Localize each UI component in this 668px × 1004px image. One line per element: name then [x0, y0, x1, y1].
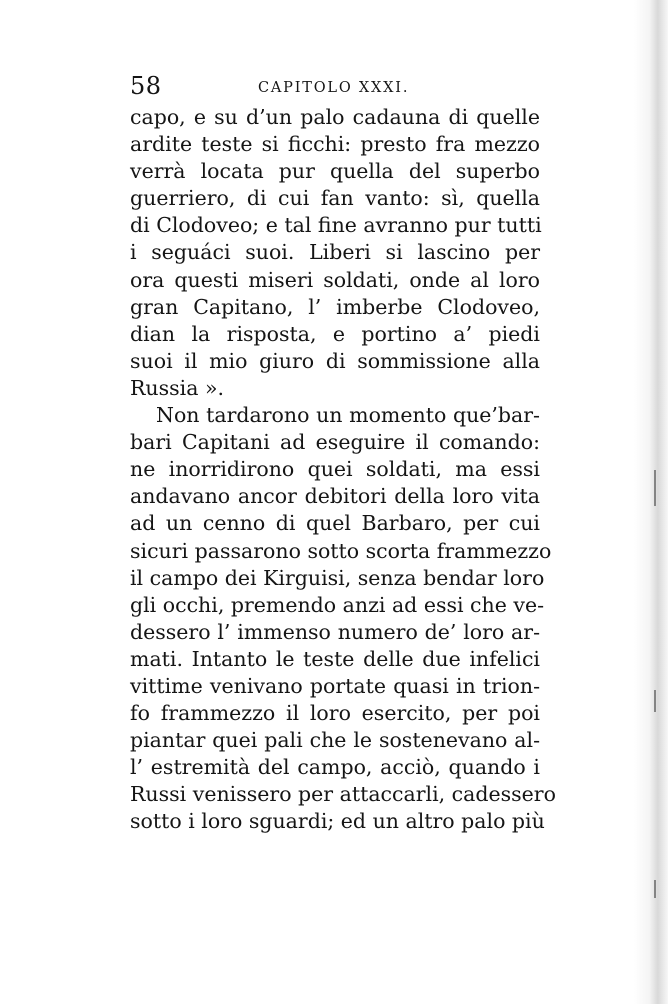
text-line: il campo dei Kirguisi, senza bendar loro	[130, 565, 545, 590]
page-number: 58	[130, 72, 162, 100]
page-header	[130, 70, 540, 100]
text-line: capo, e su d’un palo cadauna di quelle	[130, 105, 540, 129]
text-line: mati. Intanto le teste delle due infelici	[130, 646, 540, 671]
text-line: sicuri passarono sotto scorta frammezzo	[130, 538, 552, 563]
text-line: dian la risposta, e portino a’ piedi	[130, 321, 540, 346]
spine-mark	[654, 880, 656, 898]
spine-mark	[654, 470, 656, 506]
text-line: fo frammezzo il loro esercito, per poi	[130, 701, 540, 726]
text-line: l’ estremità del campo, acciò, quando i	[130, 755, 540, 780]
spine-mark	[654, 690, 656, 712]
page-spine-shadow	[634, 0, 668, 1004]
text-line: sotto i loro sguardi; ed un altro palo più	[130, 809, 545, 834]
text-line: gran Capitano, l’ imberbe Clodoveo,	[130, 294, 540, 319]
text-line: andavano ancor debitori della loro vita	[130, 484, 540, 509]
text-line: Russi venissero per attaccarli, cadessero	[130, 782, 556, 807]
text-line: guerriero, di cui fan vanto: sì, quella	[130, 186, 540, 211]
text-line: ne inorridirono quei soldati, ma essi	[130, 457, 540, 482]
text-line: verrà locata pur quella del superbo	[130, 159, 540, 184]
text-line: ad un cenno di quel Barbaro, per cui	[130, 511, 540, 536]
text-line: i seguáci suoi. Liberi si lascino per	[130, 240, 540, 265]
text-line: di Clodoveo; e tal fine avranno pur tutti	[130, 213, 542, 238]
text-line: ardite teste si ficchi: presto fra mezzo	[130, 132, 540, 157]
text-line: suoi il mio giuro di sommissione alla	[130, 348, 540, 373]
text-line: vittime venivano portate quasi in trion-	[130, 673, 540, 698]
text-line: gli occhi, premendo anzi ad essi che ve-	[130, 592, 545, 617]
text-line: piantar quei pali che le sostenevano al-	[130, 728, 540, 753]
text-line: bari Capitani ad eseguire il comando:	[130, 430, 540, 455]
paragraph-end-line: Russia ».	[130, 375, 225, 400]
text-line: dessero l’ immenso numero de’ loro ar-	[130, 619, 540, 644]
text-line: ora questi miseri soldati, onde al loro	[130, 267, 540, 292]
body-text	[130, 104, 556, 836]
paragraph-start-line: Non tardarono un momento que’bar-	[156, 403, 540, 428]
running-head: CAPITOLO XXXI.	[258, 80, 410, 96]
